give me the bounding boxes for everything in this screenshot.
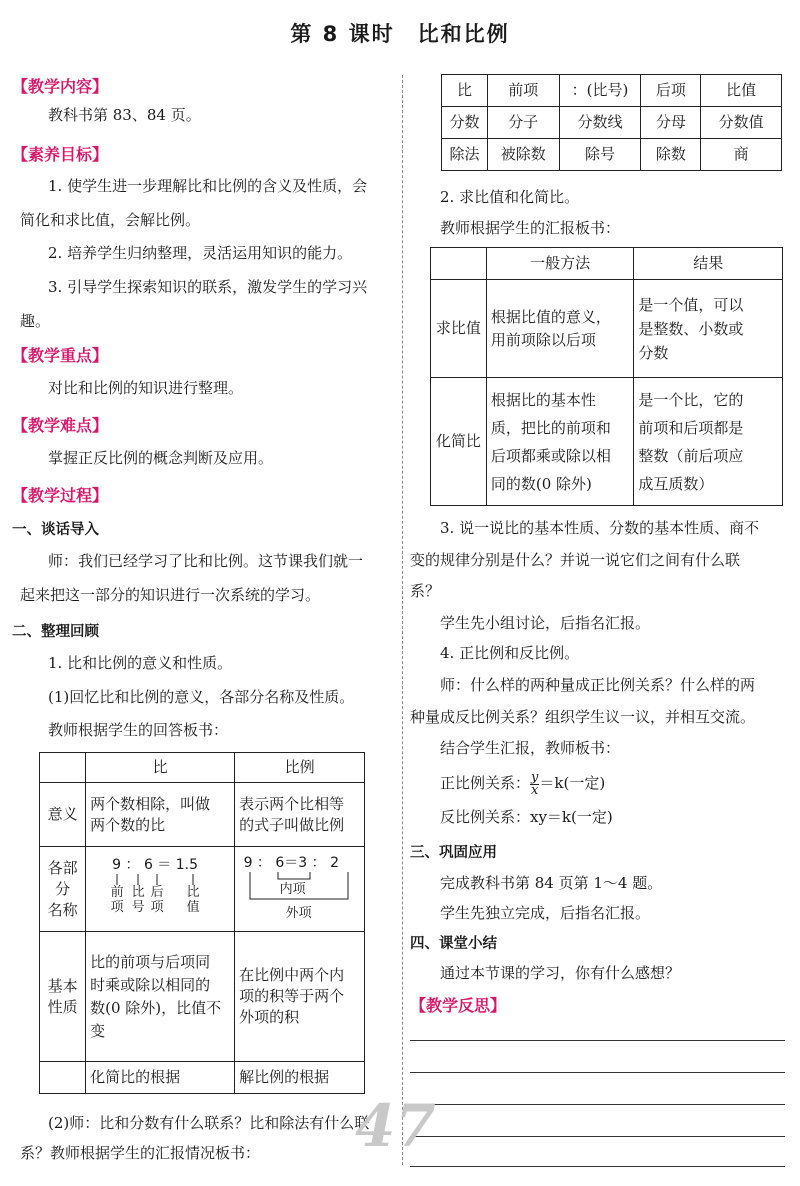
row-label-empty: [40, 1062, 86, 1094]
ratio-fraction-division-table: [441, 74, 782, 171]
t3-simplify-method-a: 根据比的基本性: [490, 390, 596, 409]
direct-denominator: x: [531, 782, 539, 798]
proportion-basic-line-b: 项的积等于两个: [239, 987, 345, 1005]
apply-line-a: 完成教科书第 84 页第 1～4 题。: [440, 874, 663, 892]
section-content-heading: 【教学内容】: [12, 77, 109, 96]
goal-3-line-a: 3. 引导学生探索知识的联系，激发学生的学习兴: [48, 278, 368, 296]
summary-heading: 四、课堂小结: [410, 936, 497, 952]
item-3-line-d: 学生先小组讨论，后指名汇报。: [440, 614, 651, 632]
inverse-proportion-formula: 反比例关系：xy＝k(一定): [440, 808, 613, 826]
question-2-line-b: 系？教师根据学生的汇报情况板书：: [20, 1144, 261, 1162]
t2-r1-c3: ：(比号): [559, 75, 641, 107]
t2-r2-c3: 分数线: [559, 107, 641, 139]
direct-numerator: y: [531, 769, 539, 785]
item-4-line-c: 结合学生汇报，教师板书：: [440, 739, 621, 757]
proportion-outer-label: 外项: [285, 906, 312, 921]
t2-r1-c5: 比值: [701, 75, 782, 107]
direct-proportion-formula: [440, 768, 605, 798]
review-heading: 二、整理回顾: [12, 624, 99, 640]
t2-r2-c1: 分数: [442, 107, 488, 139]
ratio-part-front: 前项: [110, 885, 124, 915]
t3-header-method: 一般方法: [486, 248, 634, 280]
section-goals-heading: 【素养目标】: [12, 145, 109, 164]
goal-2: 2. 培养学生归纳整理，灵活运用知识的能力。: [48, 244, 353, 262]
ratio-meaning: [86, 783, 235, 847]
key-text: 对比和比例的知识进行整理。: [48, 379, 244, 397]
apply-heading: 三、巩固应用: [410, 845, 497, 861]
direct-fraction: [530, 769, 539, 798]
item-4-line-b: 种量成反比例关系？组织学生议一议，并相互交流。: [410, 708, 756, 726]
intro-line-a: 师：我们已经学习了比和比例。这节课我们就一: [48, 552, 364, 570]
ratio-basic-line-c: 数(0 除外)，比值不: [90, 998, 222, 1017]
t2-r3-c5: 商: [701, 139, 782, 171]
section-process-heading: 【教学过程】: [12, 486, 109, 505]
review-item-1: 1. 比和比例的意义和性质。: [48, 654, 233, 672]
ratio-part-value: 比值: [186, 885, 200, 915]
t2-r1-c4: 后项: [641, 75, 701, 107]
direct-label: 正比例关系：: [440, 774, 531, 792]
ratio-methods-table: [430, 247, 783, 506]
t2-r1-c1: 比: [442, 75, 488, 107]
proportion-meaning: [235, 783, 365, 847]
question-2-line-a: (2)师：比和分数有什么联系？比和除法有什么联: [48, 1114, 370, 1132]
row-label-basic-a: 基本: [47, 976, 78, 995]
t3-simplify-method-d: 同的数(0 除外): [490, 474, 592, 493]
t3-label-value: 求比值: [431, 280, 487, 378]
section-difficult-heading: 【教学难点】: [12, 416, 109, 435]
t3-corner: [431, 248, 487, 280]
intro-heading: 一、谈话导入: [12, 522, 99, 538]
ratio-part-sign: 比号: [131, 885, 145, 915]
reflect-line-3: [410, 1104, 785, 1105]
row-label-meaning: 意义: [40, 783, 86, 847]
proportion-parts-diagram: [235, 847, 365, 932]
review-board-text: 教师根据学生的回答板书：: [48, 721, 229, 739]
intro-line-b: 起来把这一部分的知识进行一次系统的学习。: [20, 586, 321, 604]
row-label-parts: [40, 847, 86, 932]
proportion-expression: 9 ： 6＝3 ： 2: [243, 855, 339, 871]
item-4-line-a: 师：什么样的两种量成正比例关系？什么样的两: [440, 676, 756, 694]
ratio-basic-line-a: 比的前项与后项同: [90, 952, 211, 971]
table-corner: [40, 753, 86, 783]
proportion-basis: 解比例的根据: [235, 1062, 365, 1094]
reflect-line-5: [410, 1166, 785, 1167]
t3-simplify-method-b: 质，把比的前项和: [490, 418, 611, 437]
section-reflect-heading: 【教学反思】: [410, 996, 507, 1015]
t2-r2-c2: 分子: [487, 107, 559, 139]
direct-rest: ＝k(一定): [539, 774, 606, 792]
ratio-meaning-line-a: 两个数相除，叫做: [90, 794, 211, 813]
t3-value-method: [486, 280, 634, 378]
ratio-expression: 9 ： 6 ＝ 1.5: [112, 857, 199, 873]
apply-line-b: 学生先独立完成，后指名汇报。: [440, 904, 651, 922]
page-title: 第 8 课时 比和比例: [290, 22, 510, 46]
ratio-basis: 化简比的根据: [86, 1062, 235, 1094]
item-2: 2. 求比值和化简比。: [440, 188, 580, 206]
t3-value-result: [634, 280, 783, 378]
t2-r1-c2: 前项: [487, 75, 559, 107]
ratio-proportion-table: [39, 752, 365, 1094]
t2-r2-c5: 分数值: [701, 107, 782, 139]
t3-simplify-method: [486, 378, 634, 506]
item-4: 4. 正比例和反比例。: [440, 644, 580, 662]
ratio-part-back: 后项: [150, 885, 164, 915]
reflect-line-1: [410, 1040, 785, 1041]
t3-header-result: 结果: [634, 248, 783, 280]
reflect-line-2: [410, 1072, 785, 1073]
ratio-basic-property: [86, 932, 235, 1062]
reflect-line-4: [410, 1136, 785, 1137]
row-label-basic-b: 性质: [47, 997, 78, 1016]
ratio-basic-line-b: 时乘或除以相同的: [90, 975, 211, 994]
board-2-text: 教师根据学生的汇报板书：: [440, 219, 621, 237]
t2-r3-c1: 除法: [442, 139, 488, 171]
difficult-text: 掌握正反比例的概念判断及应用。: [48, 449, 274, 467]
proportion-meaning-line-a: 表示两个比相等: [239, 794, 345, 813]
row-label-parts-a: 各部分: [47, 858, 78, 898]
section-key-heading: 【教学重点】: [12, 346, 109, 365]
t3-value-method-a: 根据比值的意义，: [490, 307, 611, 326]
review-item-1-1: (1)回忆比和比例的意义，各部分名称及性质。: [48, 688, 355, 706]
t3-simplify-result-d: 成互质数）: [638, 474, 714, 493]
t3-simplify-method-c: 后项都乘或除以相: [490, 446, 611, 465]
proportion-basic-property: [235, 932, 365, 1062]
t3-simplify-result-a: 是一个比，它的: [638, 390, 744, 409]
t3-simplify-result: [634, 378, 783, 506]
row-label-parts-b: 名称: [47, 900, 78, 919]
t2-r3-c3: 除号: [559, 139, 641, 171]
content-text: 教科书第 83、84 页。: [48, 106, 201, 124]
ratio-parts-diagram: [86, 847, 235, 932]
proportion-inner-label: 内项: [279, 882, 306, 897]
t2-r2-c4: 分母: [641, 107, 701, 139]
t2-r3-c4: 除数: [641, 139, 701, 171]
proportion-basic-line-a: 在比例中两个内: [239, 966, 345, 984]
t3-simplify-result-b: 前项和后项都是: [638, 418, 744, 437]
t3-value-result-c: 分数: [638, 343, 669, 362]
ratio-meaning-line-b: 两个数的比: [90, 815, 166, 834]
goal-1-line-b: 简化和求比值，会解比例。: [20, 211, 201, 229]
item-3-line-a: 3. 说一说比的基本性质、分数的基本性质、商不: [440, 519, 760, 537]
t3-value-method-b: 用前项除以后项: [490, 330, 596, 349]
column-divider: [402, 75, 403, 1165]
proportion-meaning-line-b: 的式子叫做比例: [239, 815, 345, 834]
t3-simplify-result-c: 整数（前后项应: [638, 446, 744, 465]
goal-1-line-a: 1. 使学生进一步理解比和比例的含义及性质，会: [48, 177, 368, 195]
proportion-basic-line-c: 外项的积: [239, 1008, 300, 1026]
t3-value-result-b: 是整数、小数或: [638, 319, 744, 338]
ratio-basic-line-d: 变: [90, 1021, 106, 1040]
item-3-line-c: 系？: [410, 582, 441, 600]
header-ratio: 比: [86, 753, 235, 783]
t3-value-result-a: 是一个值，可以: [638, 295, 744, 314]
item-3-line-b: 变的规律分别是什么？并说一说它们之间有什么联: [410, 551, 741, 569]
header-proportion: 比例: [235, 753, 365, 783]
t2-r3-c2: 被除数: [487, 139, 559, 171]
page-number: 47: [355, 1092, 436, 1160]
goal-3-line-b: 趣。: [20, 312, 51, 330]
row-label-basic: [40, 932, 86, 1062]
t3-label-simplify: 化简比: [431, 378, 487, 506]
summary-text: 通过本节课的学习，你有什么感想？: [440, 964, 681, 982]
